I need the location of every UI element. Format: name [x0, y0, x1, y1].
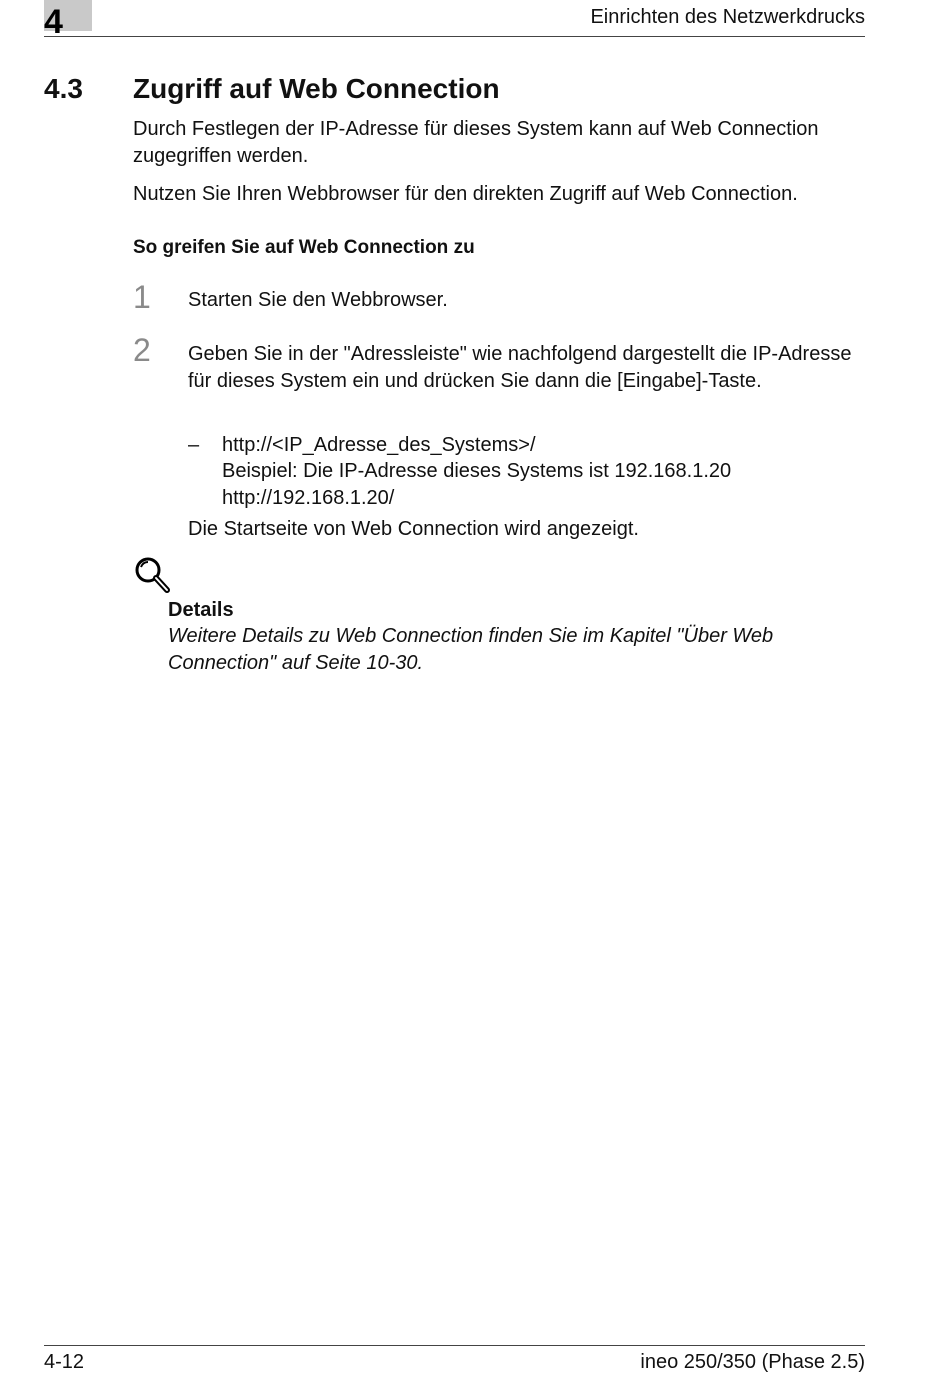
url-template: http://<IP_Adresse_des_Systems>/ — [222, 434, 536, 456]
procedure-title: So greifen Sie auf Web Connection zu — [133, 237, 475, 258]
step-2-number: 2 — [133, 332, 151, 368]
step-1-text: Starten Sie den Webbrowser. — [188, 289, 448, 311]
running-header-title: Einrichten des Netzwerkdrucks — [590, 6, 865, 28]
sub-item-dash: – — [188, 434, 200, 456]
details-text: Weitere Details zu Web Connection finden Sie im Kapitel "Über Web Connection" auf Seite 10-30. — [168, 625, 774, 674]
page-number: 4-12 — [44, 1351, 85, 1373]
intro-paragraph-1: Durch Festlegen der IP-Adresse für dieses System kann auf Web Connection zugegriffen werden. — [133, 118, 819, 167]
details-title: Details — [168, 599, 234, 621]
example-description: Beispiel: Die IP-Adresse dieses Systems ist 192.168.1.20 — [222, 460, 732, 482]
step-2-text: Geben Sie in der "Adressleiste" wie nachfolgend dargestellt die IP-Adresse für dieses System ein und drücken Sie dann die [Eingabe]-Taste. — [188, 343, 852, 392]
step-2-result: Die Startseite von Web Connection wird angezeigt. — [188, 518, 639, 540]
section-number: 4.3 — [44, 73, 83, 104]
magnifier-icon — [133, 556, 173, 596]
intro-paragraph-2: Nutzen Sie Ihren Webbrowser für den direkten Zugriff auf Web Connection. — [133, 183, 798, 205]
section-title: Zugriff auf Web Connection — [133, 73, 500, 104]
step-1-number: 1 — [133, 279, 151, 315]
example-url: http://192.168.1.20/ — [222, 487, 395, 509]
product-name: ineo 250/350 (Phase 2.5) — [640, 1351, 865, 1373]
footer-divider — [44, 1345, 865, 1346]
header-divider — [44, 36, 865, 37]
chapter-number: 4 — [44, 3, 63, 41]
